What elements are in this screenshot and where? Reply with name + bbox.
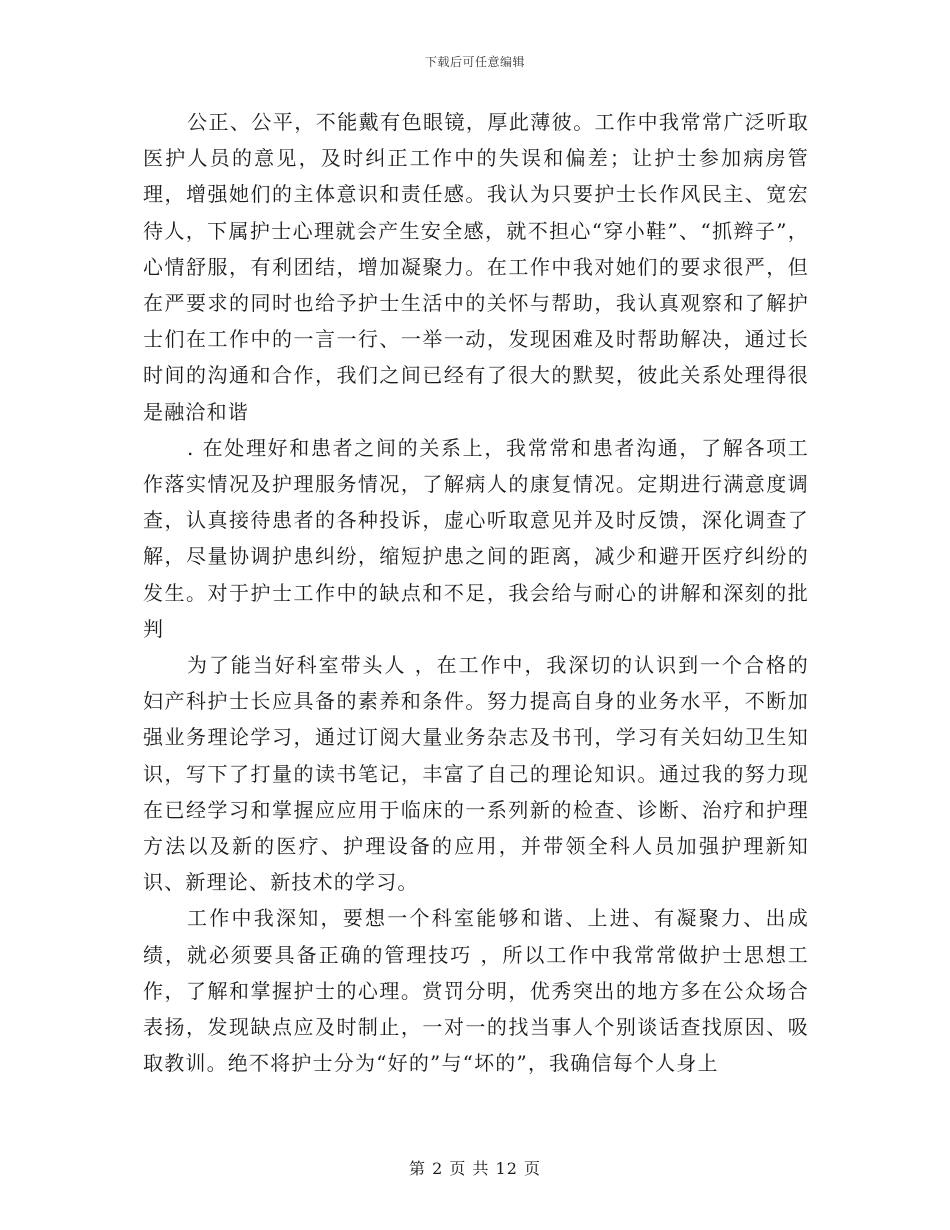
paragraph-4: 工作中我深知，要想一个科室能够和谐、上进、有凝聚力、出成绩，就必须要具备正确的管理技巧 ，所以工作中我常常做护士思想工作，了解和掌握护士的心理。赏罚分明，优秀突出的地方多在公众场合表扬，发现缺点应及时制止，一对一的找当事人个别谈话查找原因、吸取教训。绝不将护士分为“好的”与“坏的”，我确信每个人身上 <box>143 906 809 1076</box>
paragraph-1: 公正、公平，不能戴有色眼镜，厚此薄彼。工作中我常常广泛听取医护人员的意见，及时纠正工作中的失误和偏差；让护士参加病房管理，增强她们的主体意识和责任感。我认为只要护士长作风民主、宽宏待人，下属护士心理就会产生安全感，就不担心“穿小鞋”、“抓辫子”，心情舒服，有利团结，增加凝聚力。在工作中我对她们的要求很严，但在严要求的同时也给予护士生活中的关怀与帮助，我认真观察和了解护士们在工作中的一言一行、一举一动，发现困难及时帮助解决，通过长时间的沟通和合作，我们之间已经有了很大的默契，彼此关系处理得很是融洽和谐 <box>143 110 809 424</box>
paragraph-3: 为了能当好科室带头人 ，在工作中，我深切的认识到一个合格的妇产科护士长应具备的素养和条件。努力提高自身的业务水平，不断加强业务理论学习，通过订阅大量业务杂志及书刊，学习有关妇幼卫生知识，写下了打量的读书笔记，丰富了自己的理论知识。通过我的努力现在已经学习和掌握应应用于临床的一系列新的检查、诊断、治疗和护理方法以及新的医疗、护理设备的应用，并带领全科人员加强护理新知识、新理论、新技术的学习。 <box>143 653 809 895</box>
paragraph-2: . 在处理好和患者之间的关系上，我常常和患者沟通，了解各项工作落实情况及护理服务情况，了解病人的康复情况。定期进行满意度调查，认真接待患者的各种投诉，虚心听取意见并及时反馈，深化调查了解，尽量协调护患纠纷，缩短护患之间的距离，减少和避开医疗纠纷的发生。对于护士工作中的缺点和不足，我会给与耐心的讲解和深刻的批判 <box>143 435 809 641</box>
document-body <box>143 104 809 1081</box>
page-number-footer: 第 2 页 共 12 页 <box>409 1159 541 1178</box>
page-header: 下载后可任意编辑 <box>424 55 525 69</box>
